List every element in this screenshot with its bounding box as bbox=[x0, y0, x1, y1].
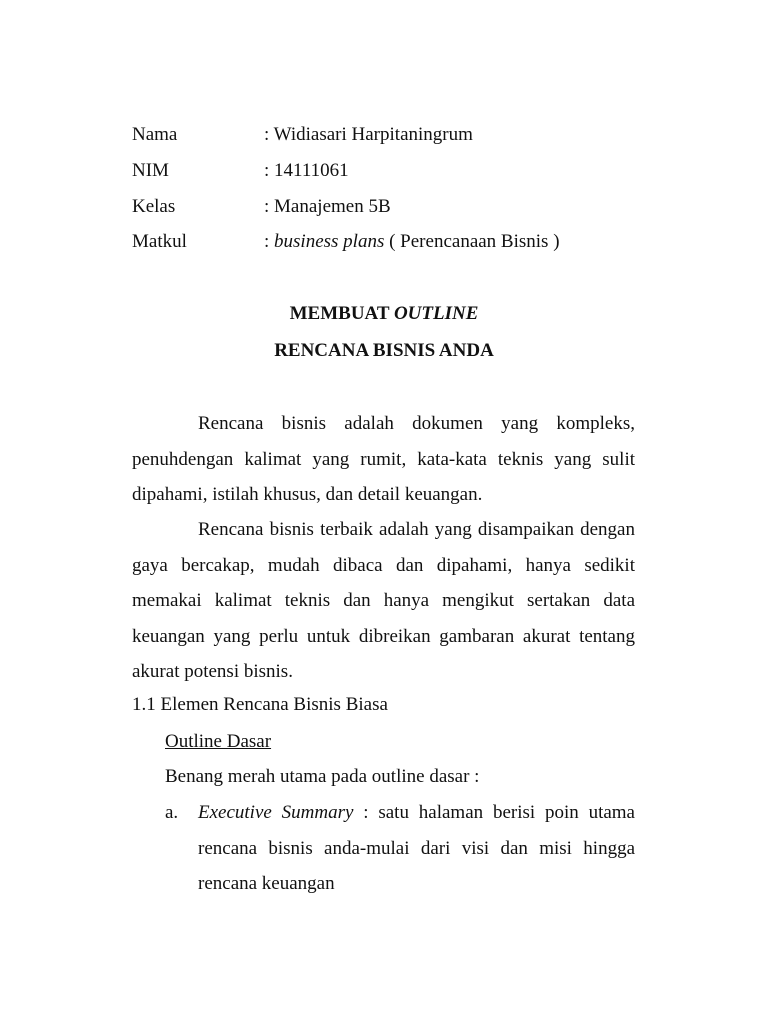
section-intro: Benang merah utama pada outline dasar : bbox=[165, 766, 480, 787]
info-label: Kelas bbox=[132, 196, 176, 217]
info-label: NIM bbox=[132, 160, 169, 181]
info-value: : Manajemen 5B bbox=[264, 196, 391, 217]
list-item-term: Executive Summary bbox=[198, 802, 354, 823]
title-italic: OUTLINE bbox=[393, 303, 479, 324]
paragraph-text: Rencana bisnis adalah dokumen yang kompleks, penuhdengan kalimat yang rumit, kata-kata teknis yang sulit dipahami, istilah khusus, dan detail keuangan. bbox=[132, 413, 635, 505]
info-value: : Widiasari Harpitaningrum bbox=[264, 124, 473, 145]
info-label: Matkul bbox=[132, 231, 187, 252]
section-heading: 1.1 Elemen Rencana Bisnis Biasa bbox=[132, 694, 388, 715]
section-subheading: Outline Dasar bbox=[165, 731, 272, 752]
paragraph-1 bbox=[132, 406, 635, 513]
info-value-italic: business plans bbox=[274, 231, 385, 252]
info-value: : 14111061 bbox=[264, 160, 349, 181]
paragraph-2 bbox=[132, 512, 635, 690]
title-line-2: RENCANA BISNIS ANDA bbox=[274, 340, 494, 361]
title-main: MEMBUAT bbox=[289, 303, 394, 324]
info-value-suffix: ( Perencanaan Bisnis ) bbox=[384, 231, 560, 252]
info-value-prefix: : bbox=[264, 231, 275, 252]
list-marker: a. bbox=[165, 802, 179, 823]
info-value bbox=[264, 229, 560, 255]
list-item-body bbox=[198, 795, 635, 902]
info-label: Nama bbox=[132, 124, 178, 145]
paragraph-text: Rencana bisnis terbaik adalah yang disampaikan dengan gaya bercakap, mudah dibaca dan dipahami, hanya sedikit memakai kalimat teknis dan hanya mengikut sertakan data keuangan yang perlu untuk dibreikan gambaran akurat tentang akurat potensi bisnis. bbox=[132, 519, 635, 682]
title-line-1 bbox=[0, 301, 768, 327]
list-item-text: : satu halaman berisi poin utama rencana bisnis anda-mulai dari visi dan misi hingga rencana keuangan bbox=[198, 802, 635, 894]
